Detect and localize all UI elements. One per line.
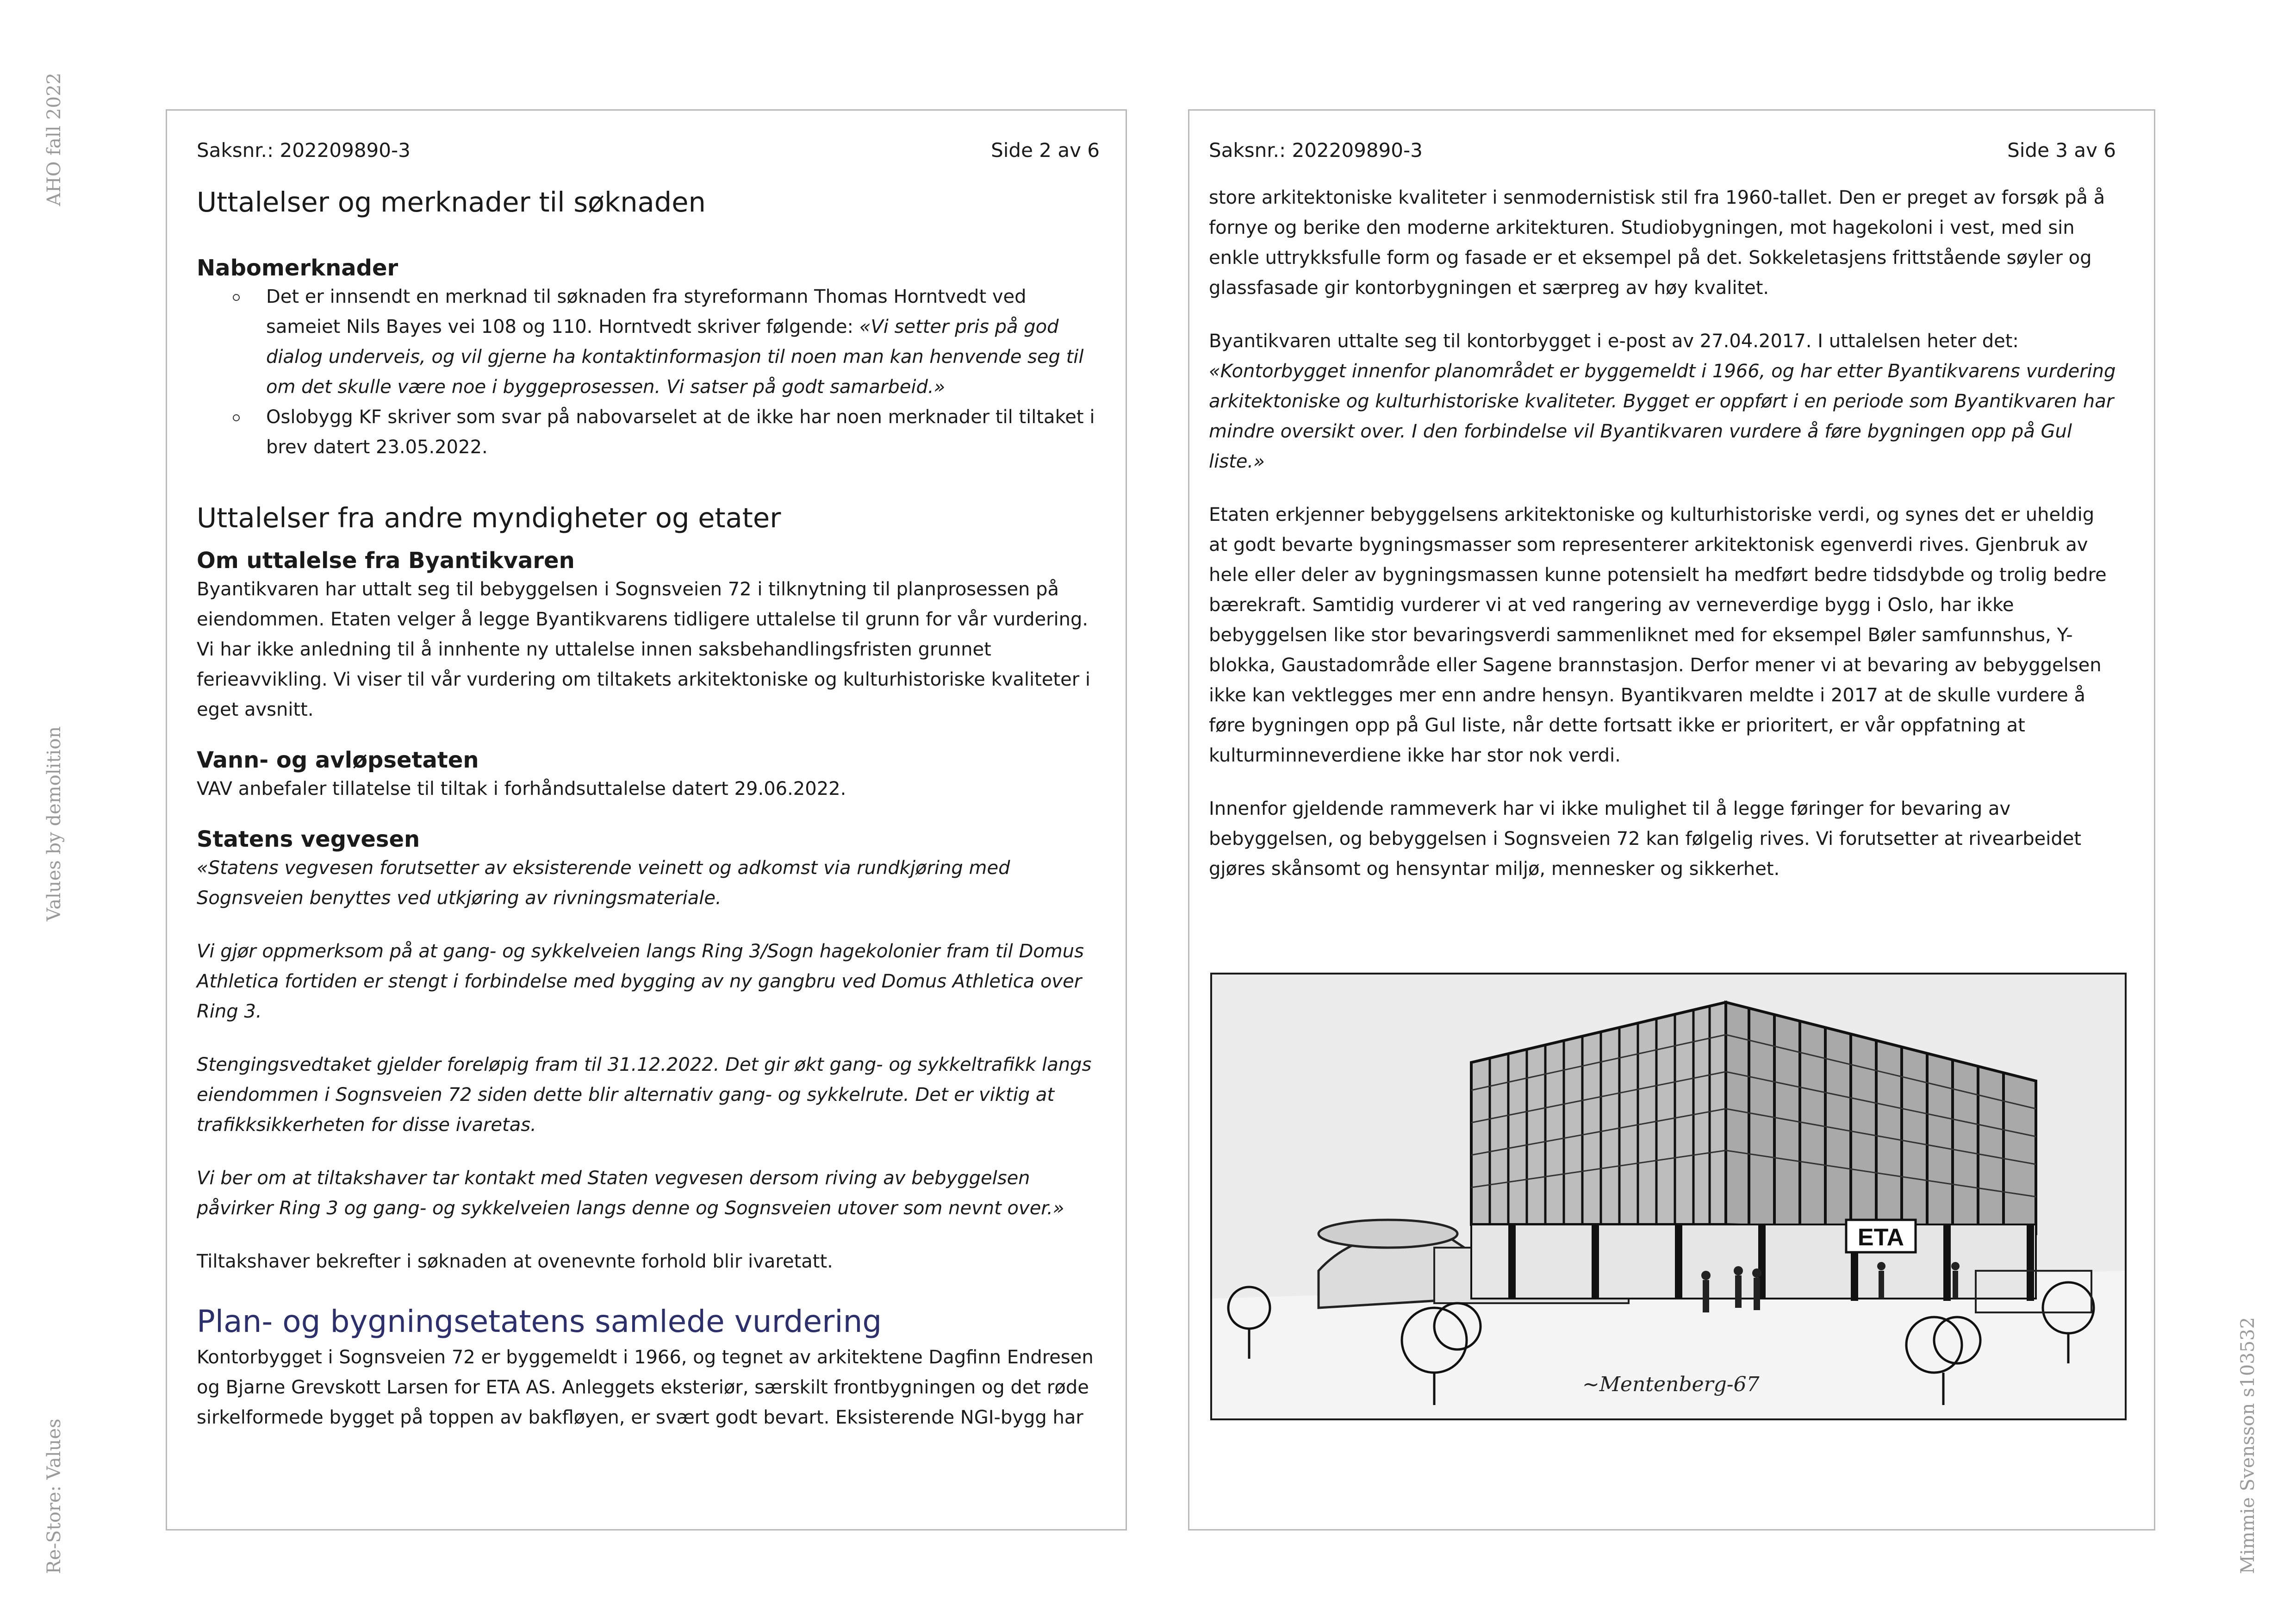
section-heading-statements: Uttalelser og merknader til søknaden xyxy=(197,186,706,218)
case-number: Saksnr.: 202209890-3 xyxy=(1209,139,1423,162)
quote-paragraph: «Statens vegvesen forutsetter av eksisterende veinett og adkomst via rundkjøring med Sognsveien benyttes ved utkjøring av rivningsmateriale. xyxy=(197,857,1010,909)
paragraph-byantikvaren: Byantikvaren har uttalt seg til bebyggelsen i Sognsveien 72 i tilknytning til planprosessen på eiendommen. Etaten velger å legge Byantikvarens tidligere uttalelse til grunn for vår vurdering. Vi har ikke anledning til å innhente ny uttalelse innen saksbehandlingsfristen grunnet ferieavvikling. Vi viser til vår vurdering om tiltakets arkitektoniske og kulturhistoriske kvaliteter i eget avsnitt. xyxy=(197,579,1091,720)
margin-project-label: Values by demolition xyxy=(44,726,65,921)
paragraph-continuation: store arkitektoniske kvaliteter i senmodernistisk stil fra 1960-tallet. Den er preget av forsøk på å fornye og berike den moderne arkitekturen. Studiobygningen, mot hagekoloni i vest, med sin enkle uttrykksfulle form og fasade er et eksempel på det. Sokkeletasjens frittstående søyler og glassfasade gir kontorbygningen et særpreg av høy kvalitet. xyxy=(1209,187,2105,299)
quote-paragraph: Stengingsvedtaket gjelder foreløpig fram til 31.12.2022. Det gir økt gang- og sykkeltrafikk langs eiendommen i Sognsveien 72 siden dette blir alternativ gang- og sykkelrute. Det er viktig at trafikksikkerheten for disse ivaretas. xyxy=(197,1054,1092,1136)
paragraph-assessment: Kontorbygget i Sognsveien 72 er byggemeldt i 1966, og tegnet av arkitektene Dagfinn Endresen og Bjarne Grevskott Larsen for ETA AS. Anleggets eksteriør, særskilt frontbygningen og det røde sirkelformede bygget på toppen av bakfløyen, er svært godt bevart. Eksisterende NGI-bygg har xyxy=(197,1347,1094,1428)
case-number: Saksnr.: 202209890-3 xyxy=(197,139,411,162)
margin-title-label: Re-Store: Values xyxy=(44,1418,65,1574)
quote-paragraph: Vi ber om at tiltakshaver tar kontakt med Staten vegvesen dersom riving av bebyggelsen påvirker Ring 3 og gang- og sykkelveien langs denne og Sognsveien utover som nevnt over.» xyxy=(197,1168,1064,1219)
building-illustration xyxy=(1210,973,2127,1420)
quote-byantikvaren: «Kontorbygget innenfor planområdet er byggemeldt i 1966, og har etter Byantikvarens vurdering arkitektoniske og kulturhistoriske kvaliteter. Bygget er oppført i en periode som Byantikvaren har mindre oversikt over. I den forbindelse vil Byantikvaren vurdere å føre bygningen opp på Gul liste.» xyxy=(1209,361,2116,472)
list-item: Oslobygg KF skriver som svar på nabovarselet at de ikke har noen merknader til tiltaket i brev datert 23.05.2022. xyxy=(266,402,1100,462)
eta-sign-text: ETA xyxy=(1857,1224,1904,1251)
margin-author-label: Mimmie Svensson s103532 xyxy=(2237,1317,2259,1574)
paragraph-confirmation: Tiltakshaver bekrefter i søknaden at ovenevnte forhold blir ivaretatt. xyxy=(197,1251,833,1272)
page-number: Side 2 av 6 xyxy=(991,139,1100,162)
document-page-2 xyxy=(166,109,1127,1530)
subheading-neighbour-remarks: Nabomerknader xyxy=(197,255,398,281)
section-heading-assessment: Plan- og bygningsetatens samlede vurdering xyxy=(197,1304,882,1339)
list-item: Det er innsendt en merknad til søknaden fra styreformann Thomas Horntvedt ved sameiet Nils Bayes vei 108 og 110. Horntvedt skriver følgende: «Vi setter pris på god dialog underveis, og vil gjerne ha kontaktinformasjon til noen man kan henvende seg til om det skulle være noe i byggeprosessen. Vi satser på godt samarbeid.» xyxy=(266,282,1100,402)
document-page-3 xyxy=(1188,109,2155,1530)
section-heading-authorities: Uttalelser fra andre myndigheter og etater xyxy=(197,502,781,534)
paragraph-vav: VAV anbefaler tillatelse til tiltak i forhåndsuttalelse datert 29.06.2022. xyxy=(197,778,846,800)
paragraph-email-intro: Byantikvaren uttalte seg til kontorbygget i e-post av 27.04.2017. I uttalelsen heter det: xyxy=(1209,331,2019,352)
quote-paragraph: Vi gjør oppmerksom på at gang- og sykkelveien langs Ring 3/Sogn hagekolonier fram til Domus Athletica fortiden er stengt i forbindelse med bygging av ny gangbru ved Domus Athletica over Ring 3. xyxy=(197,941,1084,1022)
paragraph-framework: Innenfor gjeldende rammeverk har vi ikke mulighet til å legge føringer for bevaring av bebyggelsen, og bebyggelsen i Sognsveien 72 kan følgelig rives. Vi forutsetter at rivearbeidet gjøres skånsomt og hensyntar miljø, mennesker og sikkerhet. xyxy=(1209,798,2081,880)
paragraph-recognition: Etaten erkjenner bebyggelsens arkitektoniske og kulturhistoriske verdi, og synes det er uheldig at godt bevarte bygningsmasser som representerer arkitektonisk egenverdi rives. Gjenbruk av hele eller deler av bygningsmassen kunne potensielt ha medført bedre tidsdybde og trolig bedre bærekraft. Samtidig vurderer vi at ved rangering av verneverdige bygg i Oslo, har ikke bebyggelsen like stor bevaringsverdi sammenliknet med for eksempel Bøler samfunnshus, Y-blokka, Gaustadområde eller Sagene brannstasjon. Derfor mener vi at bevaring av bebyggelsen ikke kan vektlegges mer enn andre hensyn. Byantikvaren meldte i 2017 at de skulle vurdere å føre bygningen opp på Gul liste, når dette fortsatt ikke er prioritert, er vår oppfatning at kulturminneverdiene ikke har stor nok verdi. xyxy=(1209,504,2107,766)
subheading-statens-vegvesen: Statens vegvesen xyxy=(197,826,420,852)
page-number: Side 3 av 6 xyxy=(2007,139,2116,162)
neighbour-remarks-list xyxy=(197,282,1100,462)
artist-signature: ~Mentenberg-67 xyxy=(1582,1373,1760,1396)
page-header xyxy=(1209,137,2116,164)
margin-course-label: AHO fall 2022 xyxy=(44,72,65,206)
subheading-byantikvaren: Om uttalelse fra Byantikvaren xyxy=(197,548,575,574)
subheading-vav: Vann- og avløpsetaten xyxy=(197,747,479,773)
page-header xyxy=(197,137,1100,164)
